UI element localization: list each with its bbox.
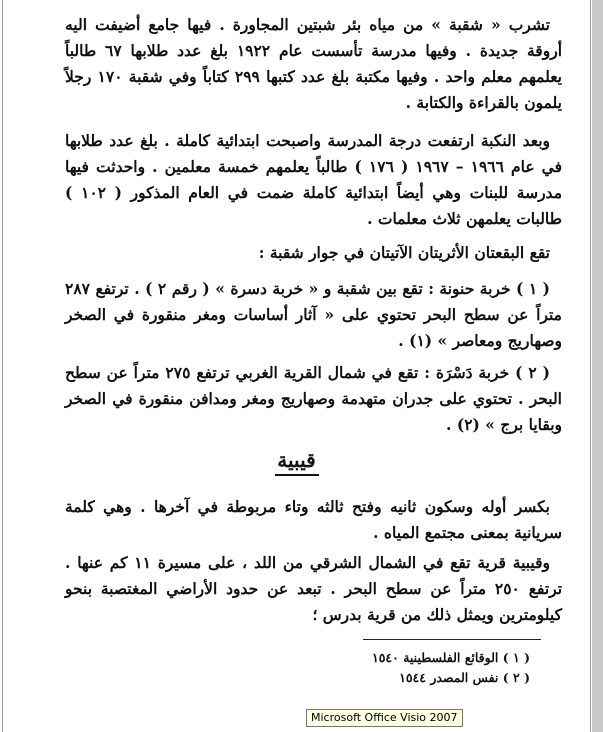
paragraph-khirbet-hanuna bbox=[65, 276, 562, 354]
paragraph-location bbox=[65, 550, 562, 628]
paragraph-text: تقع البقعتان الأثريتان الآتيتان في جوار شقبة : bbox=[258, 243, 550, 262]
paragraph-text: ( ٢ ) خربة دَسْرَة : تقع في شمال القرية الغربي ترتفع ٢٧٥ متراً عن سطح البحر . تحتوي على جدران متهدمة وصهاريج ومغر ومدافن منقورة في الصخر وبقايا برج » (٢) . bbox=[65, 363, 562, 434]
paragraph-water-and-school bbox=[65, 12, 562, 116]
paragraph-khirbet-dasra bbox=[65, 360, 562, 438]
document-page bbox=[2, 0, 591, 732]
section-heading-text: قيبية bbox=[277, 448, 316, 472]
paragraph-archaeological-sites-intro bbox=[65, 240, 562, 266]
footnote-divider bbox=[363, 639, 541, 640]
section-heading-qibya bbox=[3, 448, 590, 476]
paragraph-text: ( ١ ) خربة حنونة : تقع بين شقبة و « خربة دسرة » ( رقم ٢ ) . ترتفع ٢٨٧ متراً عن سطح البحر تحتوي على « آثار أساسات ومغر منقورة في الصخر وصهاريج ومعاصر » (١) . bbox=[65, 279, 562, 350]
paragraph-text: تشرب « شقبة » من مياه بئر شبتين المجاورة . فيها جامع أضيفت اليه أروقة جديدة . وفيها مدرسة تأسست عام ١٩٢٢ بلغ عدد طلابها ٦٧ طالباً يعلمهم معلم واحد . وفيها مكتبة بلغ عدد كتبها ٢٩٩ كتاباً وفي شقبة ١٧٠ رجلاً يلمون بالقراءة والكتابة . bbox=[65, 15, 562, 112]
paragraph-name-origin bbox=[65, 494, 562, 546]
paragraph-text: وقيبية قرية تقع في الشمال الشرقي من اللد ، على مسيرة ١١ كم عنها . ترتفع ٢٥٠ متراً عن سطح البحر . تبعد عن حدود الأراضي المغتصبة بنحو كيلومترين ويمثل ذلك من قرية بدرس ؛ bbox=[65, 553, 563, 624]
paragraph-text: بكسر أوله وسكون ثانيه وفتح ثالثه وتاء مربوطة في آخرها . وهي كلمة سريانية بمعنى مجتمع المياه . bbox=[65, 497, 562, 542]
paragraph-after-nakba bbox=[65, 128, 562, 232]
footnotes bbox=[310, 648, 530, 688]
paragraph-text: وبعد النكبة ارتفعت درجة المدرسة واصبحت ابتدائية كاملة . بلغ عدد طلابها في عام ١٩٦٦ – ١٩٦٧ ( ١٧٦ ) طالباً يعلمهم خمسة معلمين . واحدثت فيها مدرسة للبنات وهي أيضاً ابتدائية كاملة ضمت في العام المذكور ( ١٠٢ ) طالبات يعلمهن ثلاث معلمات . bbox=[65, 131, 563, 228]
heading-underline bbox=[275, 474, 319, 476]
window-edge-strip bbox=[592, 0, 603, 732]
footnote-1: ( ١ ) الوقائع الفلسطينية ١٥٤٠ bbox=[371, 650, 530, 665]
application-tooltip: Microsoft Office Visio 2007 bbox=[306, 709, 463, 727]
footnote-2: ( ٢ ) نفس المصدر ١٥٤٤ bbox=[399, 670, 530, 685]
